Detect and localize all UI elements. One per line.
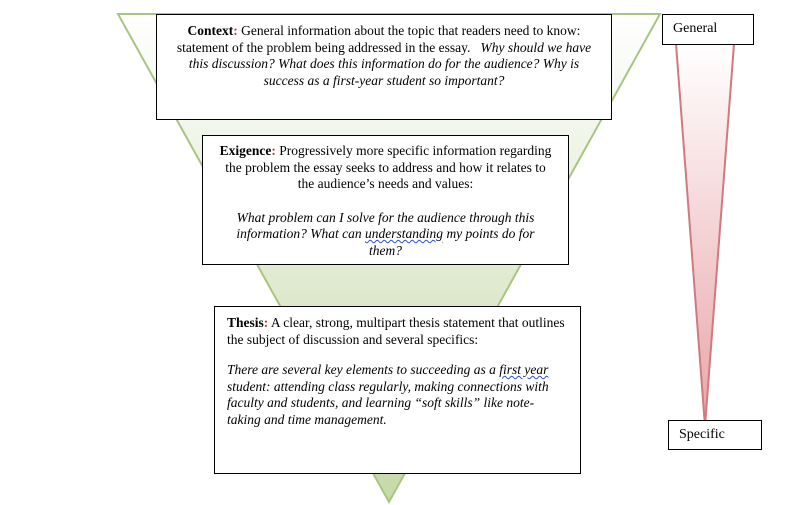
general-label (662, 14, 754, 45)
thesis-label: Thesis (227, 315, 264, 330)
context-label: Context (187, 23, 234, 38)
exigence-question-underlined: understanding (365, 226, 444, 241)
context-box (156, 14, 612, 120)
exigence-question-part-a: What problem can I solve for the audience through this information? What can (236, 209, 535, 241)
thesis-text: A clear, strong, multipart thesis statement that outlines the subject of discussion and several specifics: (227, 315, 565, 347)
thesis-example (227, 362, 566, 428)
context-paragraph (171, 23, 597, 89)
thesis-example-part-b: student: attending class regularly, making connections with faculty and students, and learning “soft skills” like note-taking and time management. (227, 378, 549, 427)
thesis-box (214, 306, 581, 474)
specific-label (668, 420, 762, 450)
general-label-text: General (673, 21, 718, 36)
specificity-wedge (676, 44, 734, 426)
context-question: Why should we have this discussion? What does this information do for the audience? Why is success as a first-year student so important? (188, 39, 592, 88)
exigence-box (202, 135, 569, 265)
exigence-colon: : (271, 143, 276, 158)
thesis-example-underlined: first year (499, 362, 549, 377)
thesis-colon: : (263, 315, 269, 330)
exigence-question (219, 210, 552, 260)
exigence-label: Exigence (219, 143, 272, 158)
exigence-question-part-b: my points do for them? (369, 226, 535, 258)
thesis-paragraph (227, 315, 566, 348)
exigence-paragraph (219, 143, 552, 193)
context-text: General information about the topic that readers need to know: statement of the problem being addressed in the essay. (176, 23, 581, 55)
thesis-example-part-a: There are several key elements to succeeding as a (227, 362, 500, 377)
exigence-text: Progressively more specific information regarding the problem the essay seeks to address and how it relates to the audience’s needs and values: (225, 143, 552, 191)
specific-label-text: Specific (679, 427, 725, 442)
context-colon: : (233, 23, 238, 38)
